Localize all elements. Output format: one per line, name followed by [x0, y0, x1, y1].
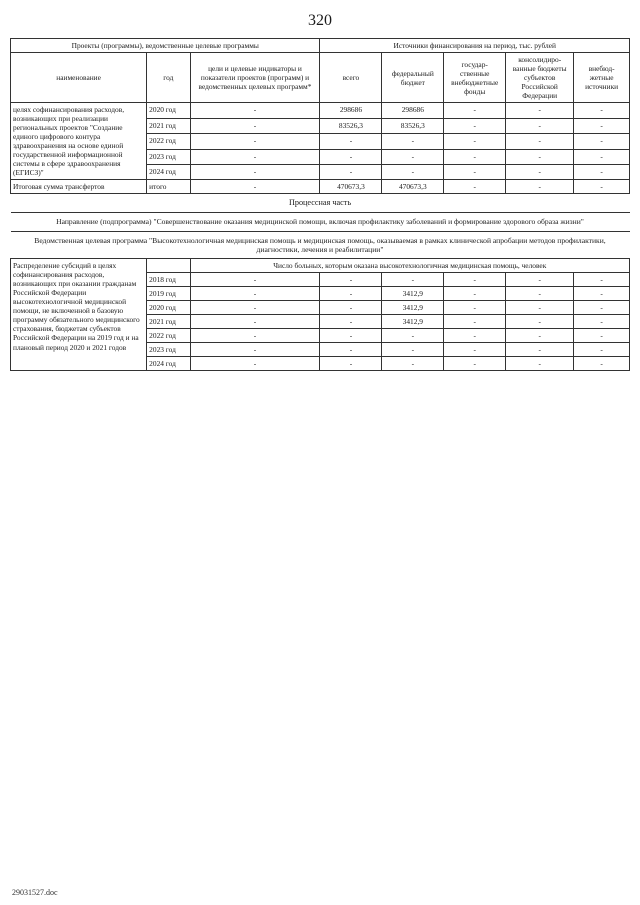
cell-consolidated: - — [506, 164, 574, 180]
cell-consolidated: - — [506, 134, 574, 149]
cell-total: 83526,3 — [320, 118, 382, 133]
cell-federal: - — [382, 329, 444, 343]
cell-consolidated: - — [506, 301, 574, 315]
col-year: год — [147, 53, 190, 103]
header-projects: Проекты (программы), ведомственные целевые программы — [11, 39, 320, 53]
cell-federal: - — [382, 164, 444, 180]
cell-year: 2022 год — [147, 329, 190, 343]
col-total: всего — [320, 53, 382, 103]
cell-consolidated: - — [506, 149, 574, 164]
cell-federal: - — [382, 357, 444, 371]
cell-off-budget: - — [574, 329, 630, 343]
block2-name: Распределение субсидий в целях софинансирования расходов, возникающих при оказании гражданам Российской Федерации высокотехнологичной медицинской помощи, не включенной в базовую программу обязательного медицинского страхования, бюджетам субъектов Российской Федерации на 2019 год и на плановый период 2020 и 2021 годов — [11, 259, 147, 371]
cell-off-budget: - — [574, 149, 630, 164]
cell-total: - — [320, 343, 382, 357]
cell-total: - — [320, 273, 382, 287]
col-federal: федеральный бюджет — [382, 53, 444, 103]
col-consolidated: консолидиро- ванные бюджеты субъектов Российской Федерации — [506, 53, 574, 103]
totals-state-funds: - — [444, 180, 506, 194]
totals-goals: - — [190, 180, 320, 194]
cell-state-funds: - — [444, 134, 506, 149]
indicator-title: Число больных, которым оказана высокотехнологичная медицинская помощь, человек — [190, 259, 630, 273]
cell-federal: 83526,3 — [382, 118, 444, 133]
cell-total: 298686 — [320, 103, 382, 118]
cell-off-budget: - — [574, 287, 630, 301]
document-filename: 29031527.doc — [12, 888, 58, 897]
cell-off-budget: - — [574, 118, 630, 133]
col-goals: цели и целевые индикаторы и показатели проектов (программ) и ведомственных целевых программ* — [190, 53, 320, 103]
cell-state-funds: - — [444, 287, 506, 301]
cell-federal: - — [382, 343, 444, 357]
cell-goals: - — [190, 315, 320, 329]
cell-year: 2020 год — [147, 103, 190, 118]
cell-goals: - — [190, 134, 320, 149]
cell-off-budget: - — [574, 343, 630, 357]
cell-year: 2024 год — [147, 357, 190, 371]
cell-goals: - — [190, 118, 320, 133]
cell-year: 2019 год — [147, 287, 190, 301]
cell-goals: - — [190, 273, 320, 287]
cell-goals: - — [190, 357, 320, 371]
cell-goals: - — [190, 164, 320, 180]
totals-federal: 470673,3 — [382, 180, 444, 194]
cell-total: - — [320, 134, 382, 149]
cell-off-budget: - — [574, 315, 630, 329]
header-sources: Источники финансирования на период, тыс. рублей — [320, 39, 630, 53]
cell-state-funds: - — [444, 301, 506, 315]
block1-name: целях софинансирования расходов, возникающих при реализации региональных проектов "Создание единого цифрового контура здравоохранения на основе единой государственной информационной системы в сфере здравоохранения (ЕГИСЗ)" — [11, 103, 147, 180]
cell-year: 2021 год — [147, 118, 190, 133]
totals-row — [11, 180, 630, 194]
cell-consolidated: - — [506, 357, 574, 371]
cell-goals: - — [190, 149, 320, 164]
cell-total: - — [320, 301, 382, 315]
col-name: наименование — [11, 53, 147, 103]
cell-state-funds: - — [444, 164, 506, 180]
totals-off-budget: - — [574, 180, 630, 194]
cell-consolidated: - — [506, 329, 574, 343]
section-direction: Направление (подпрограмма) "Совершенствование оказания медицинской помощи, включая профилактику заболеваний и формирование здорового образа жизни" — [11, 213, 630, 231]
totals-total: 470673,3 — [320, 180, 382, 194]
cell-off-budget: - — [574, 273, 630, 287]
cell-year: 2023 год — [147, 149, 190, 164]
cell-year: 2024 год — [147, 164, 190, 180]
section-program: Ведомственная целевая программа "Высокотехнологичная медицинская помощь и медицинская помощь, оказываемая в рамках клинической апробации методов профилактики, диагностики, лечения и реабилитации" — [11, 231, 630, 259]
cell-goals: - — [190, 301, 320, 315]
table-row — [11, 259, 630, 273]
table-header — [11, 39, 630, 103]
cell-state-funds: - — [444, 315, 506, 329]
cell-off-budget: - — [574, 357, 630, 371]
cell-federal: 298686 — [382, 103, 444, 118]
cell-state-funds: - — [444, 329, 506, 343]
cell-goals: - — [190, 343, 320, 357]
cell-federal: - — [382, 149, 444, 164]
cell-federal: - — [382, 134, 444, 149]
cell-consolidated: - — [506, 103, 574, 118]
cell-total: - — [320, 315, 382, 329]
cell-total: - — [320, 164, 382, 180]
cell-year: 2023 год — [147, 343, 190, 357]
col-off-budget: внебюд- жетные источники — [574, 53, 630, 103]
cell-state-funds: - — [444, 103, 506, 118]
cell-state-funds: - — [444, 149, 506, 164]
cell-state-funds: - — [444, 357, 506, 371]
table-row — [11, 103, 630, 118]
cell-year: 2022 год — [147, 134, 190, 149]
cell-total: - — [320, 149, 382, 164]
cell-total: - — [320, 357, 382, 371]
cell-total: - — [320, 329, 382, 343]
cell-year: 2021 год — [147, 315, 190, 329]
cell-off-budget: - — [574, 103, 630, 118]
cell-goals: - — [190, 329, 320, 343]
section-program-row — [11, 231, 630, 259]
section-process-row — [11, 194, 630, 213]
cell-state-funds: - — [444, 343, 506, 357]
page-number: 320 — [308, 12, 332, 29]
cell-year: 2018 год — [147, 273, 190, 287]
cell-consolidated: - — [506, 287, 574, 301]
cell-off-budget: - — [574, 134, 630, 149]
financing-table — [10, 38, 630, 371]
cell-federal: 3412,9 — [382, 301, 444, 315]
cell-federal: 3412,9 — [382, 315, 444, 329]
section-process: Процессная часть — [11, 194, 630, 213]
totals-consolidated: - — [506, 180, 574, 194]
cell-consolidated: - — [506, 343, 574, 357]
cell-off-budget: - — [574, 301, 630, 315]
cell-total: - — [320, 287, 382, 301]
cell-federal: 3412,9 — [382, 287, 444, 301]
cell-off-budget: - — [574, 164, 630, 180]
cell-year: 2020 год — [147, 301, 190, 315]
cell-goals: - — [190, 103, 320, 118]
col-state-funds: государ- ственные внебюджетные фонды — [444, 53, 506, 103]
cell-state-funds: - — [444, 118, 506, 133]
cell-goals: - — [190, 287, 320, 301]
cell-consolidated: - — [506, 118, 574, 133]
cell-federal: - — [382, 273, 444, 287]
cell-consolidated: - — [506, 315, 574, 329]
totals-name: Итоговая сумма трансфертов — [11, 180, 147, 194]
cell-year — [147, 259, 190, 273]
totals-year: итого — [147, 180, 190, 194]
cell-state-funds: - — [444, 273, 506, 287]
section-direction-row — [11, 213, 630, 231]
cell-consolidated: - — [506, 273, 574, 287]
